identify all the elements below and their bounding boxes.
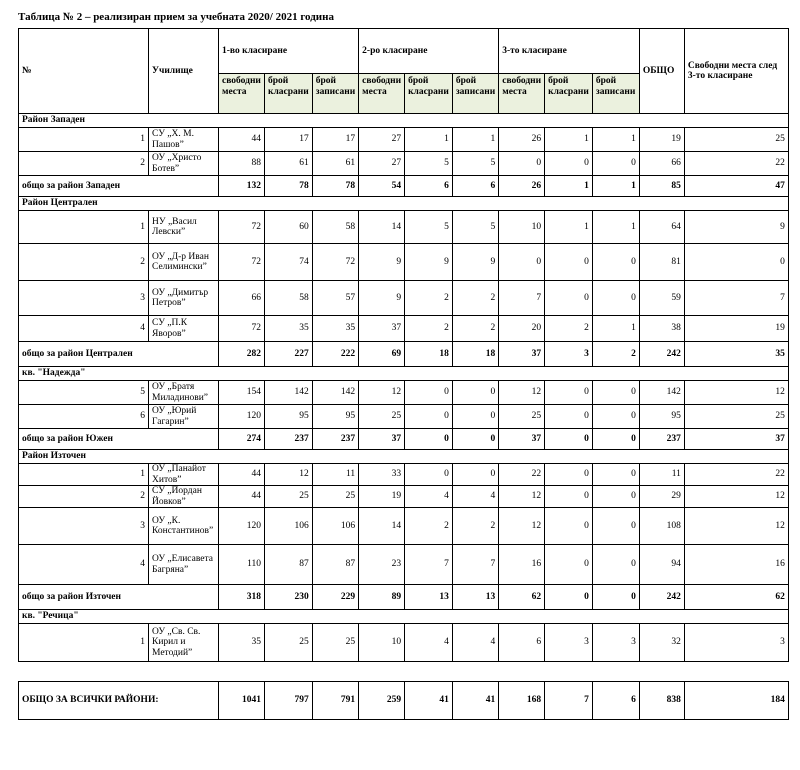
cell-r3-free: 6 <box>499 624 545 662</box>
cell-r3-free: 26 <box>499 128 545 152</box>
cell-r3-classes: 3 <box>545 624 593 662</box>
row-number: 2 <box>19 244 149 281</box>
table-row <box>19 464 789 486</box>
subtotal-r2-enrolled: 6 <box>452 176 498 197</box>
row-number: 3 <box>19 281 149 316</box>
subtotal-total: 237 <box>639 429 684 450</box>
cell-r1-classes: 74 <box>265 244 313 281</box>
cell-free-after: 9 <box>684 211 788 244</box>
cell-r1-free: 66 <box>219 281 265 316</box>
school-name: ОУ „Юрий Гагарин” <box>149 405 219 429</box>
cell-free-after: 25 <box>684 128 788 152</box>
header-r1-classes: брой класрани <box>265 74 313 114</box>
subtotal-row <box>19 176 789 197</box>
cell-total: 64 <box>639 211 684 244</box>
cell-r3-free: 20 <box>499 316 545 342</box>
cell-r1-enrolled: 106 <box>312 508 358 545</box>
school-name: ОУ „Братя Миладинови” <box>149 381 219 405</box>
cell-r1-free: 72 <box>219 316 265 342</box>
cell-r1-free: 44 <box>219 128 265 152</box>
subtotal-r2-enrolled: 0 <box>452 429 498 450</box>
header-r3-free: свободни места <box>499 74 545 114</box>
subtotal-label: общо за район Южен <box>19 429 219 450</box>
subtotal-r1-classes: 78 <box>265 176 313 197</box>
subtotal-r2-classes: 13 <box>405 585 453 610</box>
grand-r1-free: 1041 <box>219 682 265 720</box>
cell-r2-free: 27 <box>359 152 405 176</box>
cell-r2-classes: 0 <box>405 405 453 429</box>
cell-r2-enrolled: 2 <box>452 281 498 316</box>
school-name: ОУ „Св. Св. Кирил и Методий” <box>149 624 219 662</box>
grand-total: 838 <box>639 682 684 720</box>
header-r3-classes: брой класрани <box>545 74 593 114</box>
cell-r3-classes: 0 <box>545 486 593 508</box>
cell-r2-enrolled: 2 <box>452 508 498 545</box>
cell-r3-enrolled: 0 <box>592 281 639 316</box>
cell-r2-enrolled: 1 <box>452 128 498 152</box>
grand-r1-classes: 797 <box>265 682 313 720</box>
cell-r2-enrolled: 0 <box>452 381 498 405</box>
cell-r3-free: 22 <box>499 464 545 486</box>
cell-r3-enrolled: 1 <box>592 316 639 342</box>
grand-r1-enrolled: 791 <box>312 682 358 720</box>
subtotal-r1-free: 318 <box>219 585 265 610</box>
subtotal-r2-free: 89 <box>359 585 405 610</box>
cell-free-after: 0 <box>684 244 788 281</box>
section-name: Район Централен <box>19 197 789 211</box>
cell-r1-enrolled: 35 <box>312 316 358 342</box>
grand-r3-enrolled: 6 <box>592 682 639 720</box>
header-round-1: 1-во класиране <box>219 29 359 74</box>
subtotal-r1-classes: 230 <box>265 585 313 610</box>
admission-table <box>18 28 789 720</box>
subtotal-r1-free: 282 <box>219 342 265 367</box>
header-number: № <box>19 29 149 114</box>
cell-r1-enrolled: 61 <box>312 152 358 176</box>
cell-total: 32 <box>639 624 684 662</box>
cell-free-after: 12 <box>684 508 788 545</box>
subtotal-r2-free: 37 <box>359 429 405 450</box>
cell-total: 66 <box>639 152 684 176</box>
cell-r1-enrolled: 72 <box>312 244 358 281</box>
school-name: ОУ „К. Константинов” <box>149 508 219 545</box>
school-name: СУ „Х. М. Пашов” <box>149 128 219 152</box>
subtotal-r1-enrolled: 222 <box>312 342 358 367</box>
row-number: 1 <box>19 128 149 152</box>
cell-r3-enrolled: 0 <box>592 464 639 486</box>
cell-total: 38 <box>639 316 684 342</box>
cell-r2-free: 25 <box>359 405 405 429</box>
cell-r2-enrolled: 9 <box>452 244 498 281</box>
cell-r2-classes: 2 <box>405 316 453 342</box>
cell-free-after: 22 <box>684 464 788 486</box>
row-number: 1 <box>19 211 149 244</box>
cell-free-after: 12 <box>684 486 788 508</box>
header-row-1 <box>19 29 789 74</box>
cell-r2-classes: 1 <box>405 128 453 152</box>
cell-r1-free: 120 <box>219 508 265 545</box>
cell-free-after: 22 <box>684 152 788 176</box>
row-number: 4 <box>19 545 149 585</box>
cell-r3-free: 10 <box>499 211 545 244</box>
table-row <box>19 128 789 152</box>
school-name: СУ „П.К Яворов” <box>149 316 219 342</box>
cell-r3-classes: 0 <box>545 405 593 429</box>
school-name: ОУ „Панайот Хитов” <box>149 464 219 486</box>
cell-total: 94 <box>639 545 684 585</box>
subtotal-r1-free: 132 <box>219 176 265 197</box>
cell-r3-free: 12 <box>499 508 545 545</box>
cell-r1-free: 44 <box>219 486 265 508</box>
cell-r1-classes: 95 <box>265 405 313 429</box>
cell-total: 19 <box>639 128 684 152</box>
cell-r1-classes: 35 <box>265 316 313 342</box>
school-name: ОУ „Елисавета Багряна” <box>149 545 219 585</box>
subtotal-r3-enrolled: 0 <box>592 585 639 610</box>
subtotal-r3-classes: 0 <box>545 429 593 450</box>
cell-free-after: 7 <box>684 281 788 316</box>
subtotal-r3-free: 62 <box>499 585 545 610</box>
cell-r2-free: 10 <box>359 624 405 662</box>
table-row <box>19 152 789 176</box>
cell-r2-enrolled: 4 <box>452 624 498 662</box>
header-free-after: Свободни места след 3-то класиране <box>684 29 788 114</box>
table-row <box>19 381 789 405</box>
cell-free-after: 3 <box>684 624 788 662</box>
cell-r3-enrolled: 0 <box>592 486 639 508</box>
header-school: Училище <box>149 29 219 114</box>
cell-r3-classes: 0 <box>545 464 593 486</box>
cell-r3-classes: 0 <box>545 281 593 316</box>
cell-r3-free: 12 <box>499 486 545 508</box>
cell-free-after: 12 <box>684 381 788 405</box>
cell-r3-free: 0 <box>499 152 545 176</box>
cell-r1-free: 154 <box>219 381 265 405</box>
school-name: ОУ „Д-р Иван Селимински” <box>149 244 219 281</box>
cell-free-after: 16 <box>684 545 788 585</box>
cell-r1-enrolled: 87 <box>312 545 358 585</box>
table-row <box>19 508 789 545</box>
cell-r3-free: 7 <box>499 281 545 316</box>
subtotal-label: общо за район Западен <box>19 176 219 197</box>
cell-r3-enrolled: 3 <box>592 624 639 662</box>
subtotal-total: 242 <box>639 585 684 610</box>
grand-total-label: ОБЩО ЗА ВСИЧКИ РАЙОНИ: <box>19 682 219 720</box>
cell-r3-enrolled: 0 <box>592 508 639 545</box>
cell-r1-classes: 87 <box>265 545 313 585</box>
subtotal-free-after: 37 <box>684 429 788 450</box>
cell-r1-enrolled: 25 <box>312 486 358 508</box>
subtotal-free-after: 47 <box>684 176 788 197</box>
cell-total: 108 <box>639 508 684 545</box>
cell-free-after: 25 <box>684 405 788 429</box>
spacer-cell <box>19 662 789 682</box>
cell-r1-enrolled: 25 <box>312 624 358 662</box>
cell-r3-enrolled: 0 <box>592 381 639 405</box>
school-name: СУ „Йордан Йовков” <box>149 486 219 508</box>
row-number: 1 <box>19 464 149 486</box>
grand-r3-classes: 7 <box>545 682 593 720</box>
cell-r1-enrolled: 57 <box>312 281 358 316</box>
subtotal-r3-free: 37 <box>499 429 545 450</box>
cell-r1-free: 72 <box>219 244 265 281</box>
subtotal-r1-enrolled: 229 <box>312 585 358 610</box>
section-row <box>19 367 789 381</box>
table-row <box>19 405 789 429</box>
cell-r3-classes: 1 <box>545 128 593 152</box>
table-row <box>19 211 789 244</box>
cell-r1-free: 110 <box>219 545 265 585</box>
spacer-row <box>19 662 789 682</box>
cell-r3-classes: 0 <box>545 244 593 281</box>
subtotal-r1-enrolled: 237 <box>312 429 358 450</box>
cell-r2-enrolled: 5 <box>452 211 498 244</box>
cell-r2-classes: 0 <box>405 464 453 486</box>
cell-total: 81 <box>639 244 684 281</box>
section-name: кв. "Надежда" <box>19 367 789 381</box>
section-row <box>19 450 789 464</box>
cell-r1-classes: 17 <box>265 128 313 152</box>
cell-r1-classes: 61 <box>265 152 313 176</box>
cell-r2-enrolled: 5 <box>452 152 498 176</box>
cell-r2-free: 33 <box>359 464 405 486</box>
grand-r2-classes: 41 <box>405 682 453 720</box>
header-r2-free: свободни места <box>359 74 405 114</box>
cell-r1-enrolled: 58 <box>312 211 358 244</box>
school-name: НУ „Васил Левски” <box>149 211 219 244</box>
cell-r3-classes: 0 <box>545 381 593 405</box>
cell-r1-free: 120 <box>219 405 265 429</box>
header-r2-enrolled: брой записани <box>452 74 498 114</box>
subtotal-row <box>19 585 789 610</box>
cell-r2-classes: 7 <box>405 545 453 585</box>
row-number: 1 <box>19 624 149 662</box>
cell-free-after: 19 <box>684 316 788 342</box>
subtotal-row <box>19 429 789 450</box>
subtotal-r1-free: 274 <box>219 429 265 450</box>
grand-r2-free: 259 <box>359 682 405 720</box>
cell-r3-classes: 0 <box>545 508 593 545</box>
section-name: Район Източен <box>19 450 789 464</box>
subtotal-row <box>19 342 789 367</box>
cell-r3-classes: 0 <box>545 152 593 176</box>
cell-r2-classes: 5 <box>405 152 453 176</box>
cell-r3-enrolled: 0 <box>592 152 639 176</box>
cell-r2-free: 14 <box>359 211 405 244</box>
header-round-2: 2-ро класиране <box>359 29 499 74</box>
cell-r3-enrolled: 0 <box>592 405 639 429</box>
header-r1-free: свободни места <box>219 74 265 114</box>
section-row <box>19 197 789 211</box>
grand-r2-enrolled: 41 <box>452 682 498 720</box>
cell-r1-enrolled: 142 <box>312 381 358 405</box>
cell-r1-classes: 60 <box>265 211 313 244</box>
subtotal-free-after: 35 <box>684 342 788 367</box>
section-row <box>19 610 789 624</box>
cell-r1-free: 44 <box>219 464 265 486</box>
cell-r3-free: 0 <box>499 244 545 281</box>
cell-r2-enrolled: 4 <box>452 486 498 508</box>
cell-r3-enrolled: 0 <box>592 545 639 585</box>
cell-r1-classes: 12 <box>265 464 313 486</box>
cell-r3-free: 25 <box>499 405 545 429</box>
cell-r1-free: 88 <box>219 152 265 176</box>
cell-r3-classes: 2 <box>545 316 593 342</box>
subtotal-r3-classes: 0 <box>545 585 593 610</box>
header-round-3: 3-то класиране <box>499 29 640 74</box>
cell-r2-free: 37 <box>359 316 405 342</box>
row-number: 6 <box>19 405 149 429</box>
table-row <box>19 281 789 316</box>
subtotal-r2-enrolled: 13 <box>452 585 498 610</box>
subtotal-r2-classes: 0 <box>405 429 453 450</box>
cell-r1-enrolled: 11 <box>312 464 358 486</box>
subtotal-label: общо за район Централен <box>19 342 219 367</box>
subtotal-free-after: 62 <box>684 585 788 610</box>
cell-r1-classes: 106 <box>265 508 313 545</box>
header-r1-enrolled: брой записани <box>312 74 358 114</box>
row-number: 2 <box>19 486 149 508</box>
cell-r2-enrolled: 7 <box>452 545 498 585</box>
header-r3-enrolled: брой записани <box>592 74 639 114</box>
table-row <box>19 486 789 508</box>
cell-r2-classes: 2 <box>405 281 453 316</box>
school-name: ОУ „Димитър Петров” <box>149 281 219 316</box>
subtotal-r2-enrolled: 18 <box>452 342 498 367</box>
page-title: Таблица № 2 – реализиран прием за учебната 2020/ 2021 година <box>18 11 334 23</box>
cell-r2-free: 19 <box>359 486 405 508</box>
grand-total-row <box>19 682 789 720</box>
cell-total: 59 <box>639 281 684 316</box>
cell-r2-classes: 4 <box>405 486 453 508</box>
cell-r2-enrolled: 0 <box>452 464 498 486</box>
cell-r2-free: 14 <box>359 508 405 545</box>
cell-r2-free: 23 <box>359 545 405 585</box>
header-r2-classes: брой класрани <box>405 74 453 114</box>
subtotal-r2-free: 54 <box>359 176 405 197</box>
cell-r2-free: 9 <box>359 244 405 281</box>
row-number: 4 <box>19 316 149 342</box>
section-name: Район Западен <box>19 114 789 128</box>
cell-r1-enrolled: 95 <box>312 405 358 429</box>
cell-r2-classes: 2 <box>405 508 453 545</box>
cell-r2-classes: 0 <box>405 381 453 405</box>
subtotal-r1-enrolled: 78 <box>312 176 358 197</box>
table-row <box>19 316 789 342</box>
cell-r2-enrolled: 2 <box>452 316 498 342</box>
cell-r3-enrolled: 1 <box>592 211 639 244</box>
cell-r1-classes: 142 <box>265 381 313 405</box>
row-number: 3 <box>19 508 149 545</box>
cell-r3-enrolled: 0 <box>592 244 639 281</box>
cell-r1-classes: 58 <box>265 281 313 316</box>
cell-total: 142 <box>639 381 684 405</box>
cell-r1-classes: 25 <box>265 624 313 662</box>
cell-r2-classes: 5 <box>405 211 453 244</box>
cell-r1-free: 35 <box>219 624 265 662</box>
section-name: кв. "Речица" <box>19 610 789 624</box>
row-number: 2 <box>19 152 149 176</box>
subtotal-r1-classes: 237 <box>265 429 313 450</box>
section-row <box>19 114 789 128</box>
subtotal-r3-enrolled: 1 <box>592 176 639 197</box>
cell-r2-free: 27 <box>359 128 405 152</box>
subtotal-r2-classes: 18 <box>405 342 453 367</box>
table-row <box>19 244 789 281</box>
cell-r3-classes: 1 <box>545 211 593 244</box>
cell-r2-free: 9 <box>359 281 405 316</box>
table-row <box>19 545 789 585</box>
cell-r2-free: 12 <box>359 381 405 405</box>
subtotal-r3-enrolled: 0 <box>592 429 639 450</box>
subtotal-r2-free: 69 <box>359 342 405 367</box>
grand-free-after: 184 <box>684 682 788 720</box>
grand-r3-free: 168 <box>499 682 545 720</box>
cell-total: 95 <box>639 405 684 429</box>
row-number: 5 <box>19 381 149 405</box>
subtotal-label: общо за район Източен <box>19 585 219 610</box>
school-name: ОУ „Христо Ботев” <box>149 152 219 176</box>
cell-r1-classes: 25 <box>265 486 313 508</box>
cell-r3-free: 12 <box>499 381 545 405</box>
subtotal-total: 242 <box>639 342 684 367</box>
subtotal-r3-classes: 1 <box>545 176 593 197</box>
cell-r2-classes: 4 <box>405 624 453 662</box>
subtotal-r3-free: 26 <box>499 176 545 197</box>
subtotal-total: 85 <box>639 176 684 197</box>
subtotal-r3-enrolled: 2 <box>592 342 639 367</box>
cell-r2-enrolled: 0 <box>452 405 498 429</box>
cell-r2-classes: 9 <box>405 244 453 281</box>
cell-r3-enrolled: 1 <box>592 128 639 152</box>
cell-r1-enrolled: 17 <box>312 128 358 152</box>
table-row <box>19 624 789 662</box>
subtotal-r3-classes: 3 <box>545 342 593 367</box>
cell-r3-free: 16 <box>499 545 545 585</box>
cell-total: 11 <box>639 464 684 486</box>
cell-total: 29 <box>639 486 684 508</box>
subtotal-r1-classes: 227 <box>265 342 313 367</box>
cell-r3-classes: 0 <box>545 545 593 585</box>
cell-r1-free: 72 <box>219 211 265 244</box>
subtotal-r2-classes: 6 <box>405 176 453 197</box>
header-total: ОБЩО <box>639 29 684 114</box>
subtotal-r3-free: 37 <box>499 342 545 367</box>
